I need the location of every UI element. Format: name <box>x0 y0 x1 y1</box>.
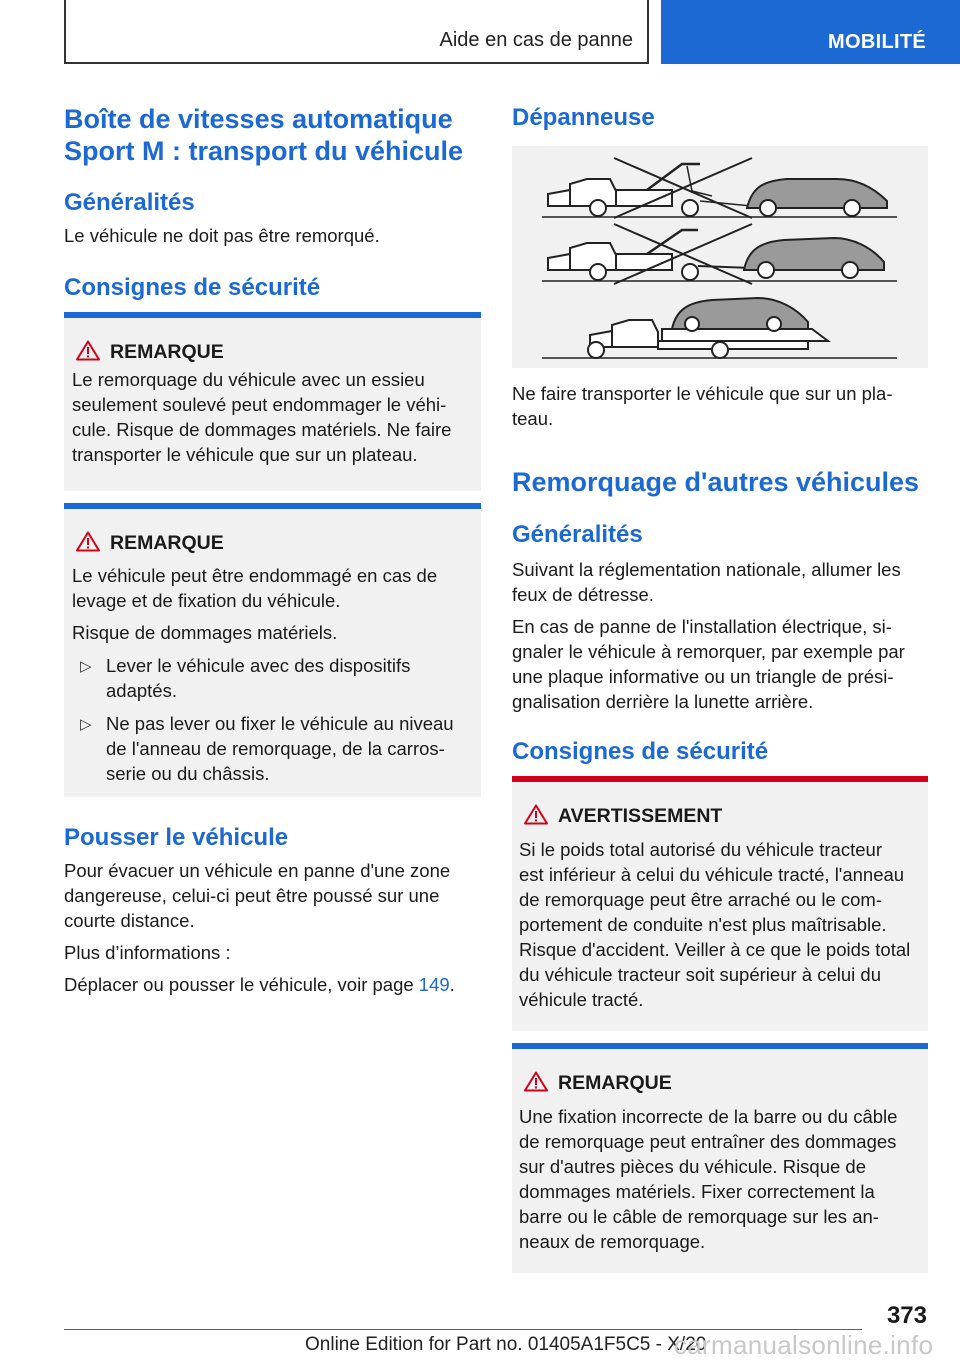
other-vehicles-heading: Remorquage d'autres véhicules <box>512 467 920 497</box>
note-text-line: neaux de remorquage. <box>519 1231 706 1252</box>
bullet-text: de l'anneau de remorquage, de la carros- <box>106 738 445 759</box>
section-title-2: Sport M : transport du véhicule <box>64 136 464 166</box>
more-info-text: Plus d’informations : <box>64 942 231 963</box>
warning-triangle-icon <box>524 1071 548 1092</box>
generalities-heading-right: Généralités <box>512 521 643 548</box>
header-chapter-tab <box>661 0 960 64</box>
generalities-text-line: feux de détresse. <box>512 584 654 605</box>
note-box-2 <box>64 503 481 797</box>
footer-edition: Online Edition for Part no. 01405A1F5C5 - X/20 <box>305 1334 707 1355</box>
warning-triangle-icon <box>76 531 100 552</box>
note-bar <box>64 503 481 509</box>
warning-triangle-icon <box>76 340 100 361</box>
generalities-heading: Généralités <box>64 189 195 216</box>
bullet-text: Lever le véhicule avec des dispositifs <box>106 655 411 676</box>
header-chapter-label: MOBILITÉ <box>828 31 926 53</box>
bullet-triangle-icon: ▷ <box>80 716 92 733</box>
note-title: REMARQUE <box>558 1072 672 1094</box>
tow-truck-heading: Dépanneuse <box>512 104 655 131</box>
push-text-line: dangereuse, celui-ci peut être poussé sur une <box>64 885 440 906</box>
note-text-line: dommages matériels. Fixer correctement la <box>519 1181 875 1202</box>
note-text-line: Le véhicule peut être endommagé en cas de <box>72 565 438 586</box>
note-risk-text: Risque de dommages matériels. <box>72 622 338 643</box>
note-text-line: Une fixation incorrecte de la barre ou du câble <box>519 1106 898 1127</box>
note-text-line: transporter le véhicule que sur un plateau. <box>72 444 418 465</box>
warning-text-line: Risque d'accident. Veiller à ce que le poids total <box>519 939 911 960</box>
page-number: 373 <box>886 1302 927 1329</box>
bullet-text: Ne pas lever ou fixer le véhicule au niveau <box>106 713 454 734</box>
warning-text-line: véhicule tracté. <box>519 989 644 1010</box>
page-reference-link[interactable]: 149 <box>418 974 450 995</box>
tow-text-line: Ne faire transporter le véhicule que sur un pla- <box>512 383 893 404</box>
safety-heading: Consignes de sécurité <box>64 274 321 301</box>
note-text-line: Le remorquage du véhicule avec un essieu <box>72 369 425 390</box>
note-text-line: barre ou le câble de remorquage sur les an- <box>519 1206 879 1227</box>
generalities-text-line: En cas de panne de l'installation électrique, si- <box>512 616 892 637</box>
bullet-triangle-icon: ▷ <box>80 658 92 675</box>
page-reference-end: . <box>449 974 455 995</box>
note-box-3 <box>512 1043 928 1273</box>
bullet-text: serie ou du châssis. <box>106 763 270 784</box>
push-heading: Pousser le véhicule <box>64 824 289 851</box>
generalities-text: Le véhicule ne doit pas être remorqué. <box>64 225 380 246</box>
note-text-line: sur d'autres pièces du véhicule. Risque de <box>519 1156 867 1177</box>
note-box-1 <box>64 312 481 491</box>
warning-text-line: est inférieur à celui du véhicule tracté, l'anneau <box>519 864 905 885</box>
generalities-text-line: Suivant la réglementation nationale, allumer les <box>512 559 901 580</box>
page-reference <box>64 972 455 997</box>
warning-bar <box>512 776 928 782</box>
tow-truck-illustration <box>512 146 928 368</box>
generalities-text-line: gnalisation derrière la lunette arrière. <box>512 691 814 712</box>
generalities-text-line: une plaque informative ou un triangle de prési- <box>512 666 894 687</box>
tow-text-line: teau. <box>512 408 554 429</box>
note-text-line: seulement soulevé peut endommager le véhi- <box>72 394 447 415</box>
header-section-label: Aide en cas de panne <box>439 29 633 51</box>
note-text-line: de remorquage peut entraîner des dommages <box>519 1131 897 1152</box>
note-bar <box>512 1043 928 1049</box>
watermark: carmanualsonline.info <box>674 1330 934 1360</box>
note-title: REMARQUE <box>110 532 224 554</box>
warning-box <box>512 776 928 1031</box>
push-text-line: courte distance. <box>64 910 195 931</box>
bullet-text: adaptés. <box>106 680 177 701</box>
warning-text-line: du véhicule tracteur soit supérieur à celui du <box>519 964 881 985</box>
warning-text-line: Si le poids total autorisé du véhicule tracteur <box>519 839 883 860</box>
note-bar <box>64 312 481 318</box>
push-text-line: Pour évacuer un véhicule en panne d'une zone <box>64 860 451 881</box>
warning-triangle-icon <box>524 804 548 825</box>
generalities-text-line: gnaler le véhicule à remorquer, par exemple par <box>512 641 905 662</box>
note-text-line: levage et de fixation du véhicule. <box>72 590 341 611</box>
note-title: REMARQUE <box>110 341 224 363</box>
warning-text-line: de remorquage peut être arraché ou le com- <box>519 889 883 910</box>
safety-heading-right: Consignes de sécurité <box>512 738 769 765</box>
page-reference-text: Déplacer ou pousser le véhicule, voir page <box>64 974 414 995</box>
warning-text-line: portement de conduite n'est plus maîtrisable. <box>519 914 887 935</box>
note-text-line: cule. Risque de dommages matériels. Ne faire <box>72 419 452 440</box>
header-section-tab <box>64 0 649 64</box>
warning-title: AVERTISSEMENT <box>558 805 723 827</box>
section-title-1: Boîte de vitesses automatique <box>64 104 453 134</box>
